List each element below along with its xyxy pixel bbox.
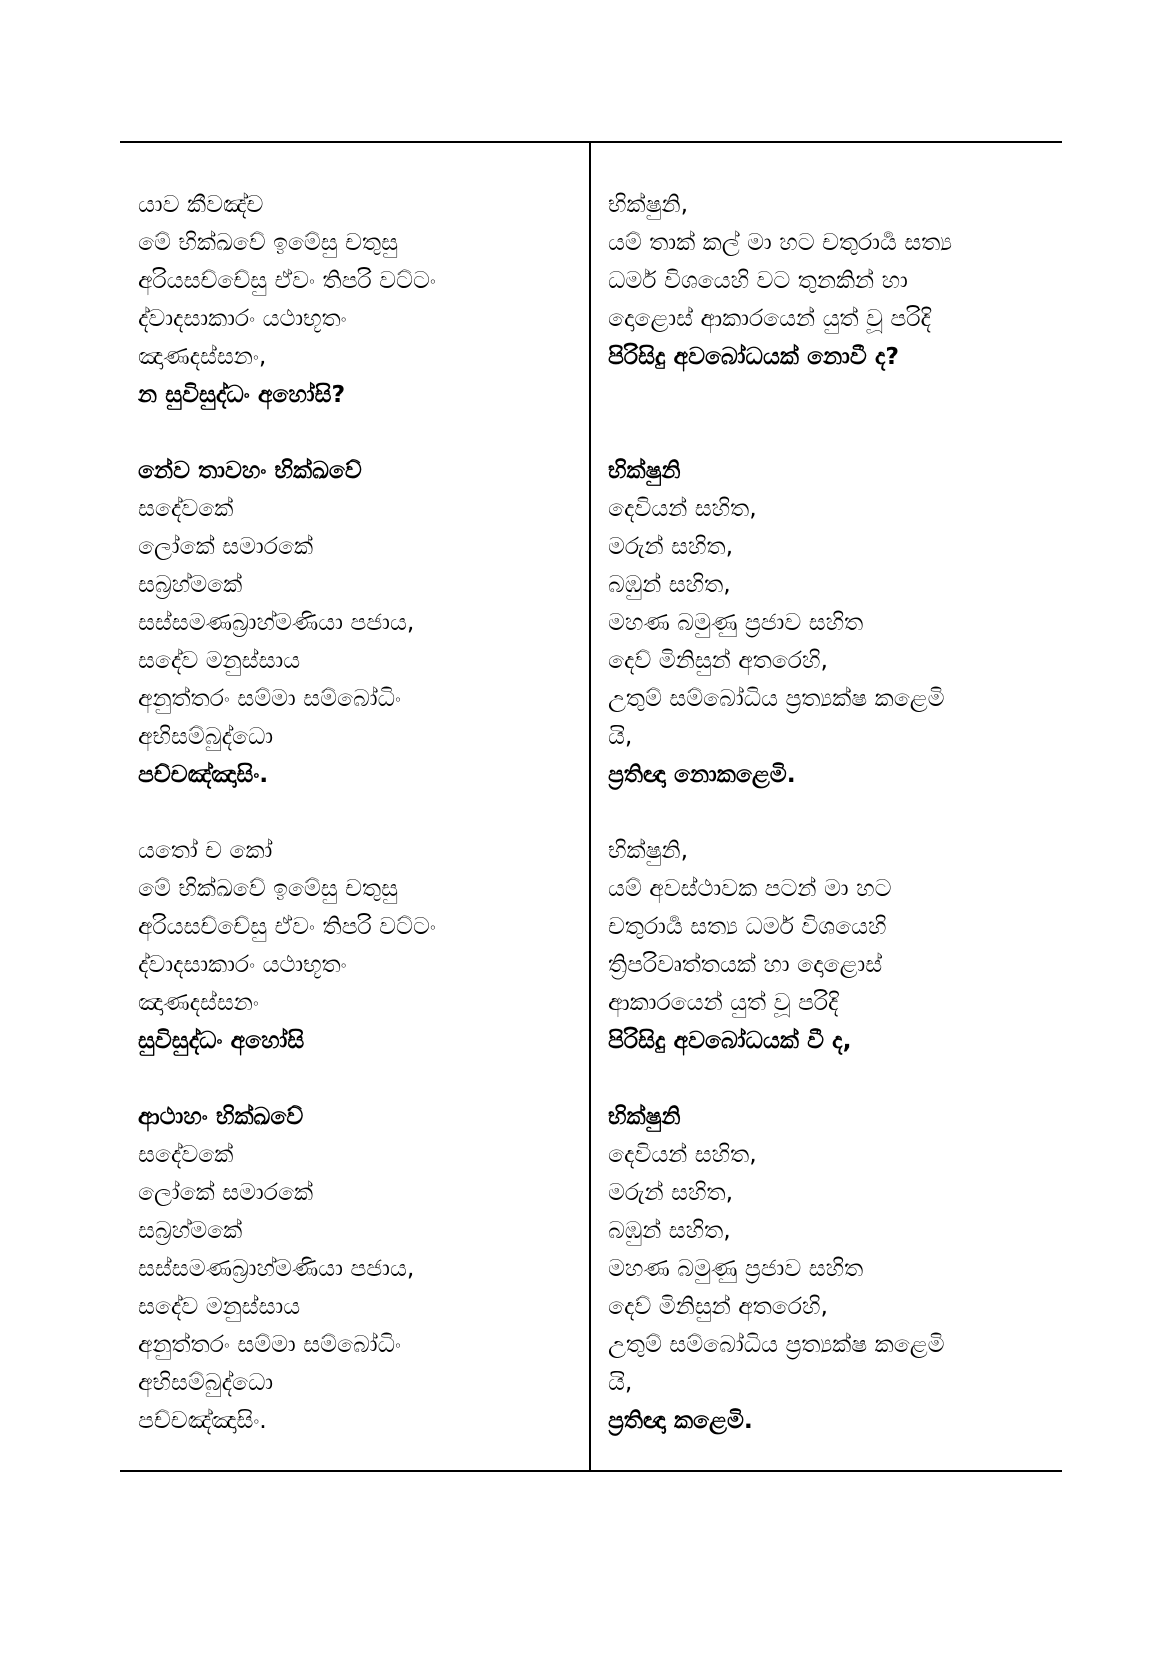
sinhala-verse-line: යි, xyxy=(608,1368,633,1396)
sinhala-stanza xyxy=(608,185,1053,413)
pali-verse-line: අනුත්තරං සම්මා සම්බෝධිං xyxy=(138,684,401,712)
sinhala-verse-line: බඹුන් සහිත, xyxy=(608,570,731,598)
sinhala-verse-line: දෙවියන් සහිත, xyxy=(608,1140,757,1168)
pali-verse-line: සස්සමණබ්‍රාහ්මණියා පජාය, xyxy=(138,608,415,636)
pali-verse-line: ලෝකේ සමාරකේ xyxy=(138,1178,314,1206)
sinhala-stanza xyxy=(608,1097,1053,1439)
parallel-text-table xyxy=(120,141,1062,1472)
pali-verse-line: අභිසම්බුද්ධො xyxy=(138,1368,274,1396)
pali-stanza xyxy=(138,451,578,793)
pali-verse-line: සස්සමණබ්‍රාහ්මණියා පජාය, xyxy=(138,1254,415,1282)
pali-verse-line: මේ භික්ඛවේ ඉමේසු චතුසු xyxy=(138,874,398,902)
pali-verse-line: ලෝකේ සමාරකේ xyxy=(138,532,314,560)
pali-verse-line: සදේවකේ xyxy=(138,494,234,522)
sinhala-verse-line: ආකාරයෙන් යුත් වූ පරිදි xyxy=(608,988,839,1016)
pali-verse-line: පච්චඤ්ඤාසිං. xyxy=(138,760,269,788)
sinhala-verse-line: යම් අවස්ථාවක පටන් මා හට xyxy=(608,874,892,902)
sinhala-verse-line: දොළොස් ආකාරයෙන් යුත් වූ පරිදි xyxy=(608,304,931,332)
sinhala-verse-line: උතුම් සම්බෝධිය ප්‍රත්‍යක්ෂ කළෙමි xyxy=(608,1330,945,1358)
sinhala-verse-line: බඹුන් සහිත, xyxy=(608,1216,731,1244)
sinhala-stanza xyxy=(608,831,1053,1059)
sinhala-verse-line: භික්ෂුනි xyxy=(608,1102,681,1130)
sinhala-verse-line: යි, xyxy=(608,722,633,750)
pali-stanza xyxy=(138,1097,578,1439)
sinhala-verse-line: ධර්ම විශයෙහි වට තුනකින් හා xyxy=(608,266,908,294)
sinhala-verse-line: මරුන් සහිත, xyxy=(608,1178,734,1206)
pali-verse-line: සදේව මනුස්සාය xyxy=(138,646,301,674)
pali-verse-line: ආථාහං භික්ඛවේ xyxy=(138,1102,304,1130)
sinhala-verse-line: මහණ බමුණු ප්‍රජාව සහිත xyxy=(608,1254,864,1282)
pali-verse-line: සුවිසුද්ධං අහෝසි xyxy=(138,1026,305,1054)
pali-verse-line: ඤාණදස්සනං, xyxy=(138,342,267,370)
pali-verse-line: අරියසච්චේසු ඒවං තිපරි වට්ටං xyxy=(138,266,436,294)
sinhala-verse-line: යම් තාක් කල් මා හට චතුරාර්‍ය සත්‍ය xyxy=(608,228,952,256)
pali-verse-line: ඤාණදස්සනං xyxy=(138,988,259,1016)
sinhala-translation-column xyxy=(608,185,1053,1470)
pali-verse-line: යතෝ ච කෝ xyxy=(138,836,273,864)
pali-verse-line: අරියසච්චේසු ඒවං තිපරි වට්ටං xyxy=(138,912,436,940)
sinhala-verse-line: ප්‍රතිඥා නොකළෙමි. xyxy=(608,760,796,788)
pali-verse-line: යාව කීවඤ්ච xyxy=(138,190,264,218)
pali-column xyxy=(138,185,578,1470)
pali-verse-line: මේ භික්ඛවේ ඉමේසු චතුසු xyxy=(138,228,398,256)
pali-verse-line: න සුවිසුද්ධං අහෝසි? xyxy=(138,380,346,408)
pali-stanza xyxy=(138,185,578,413)
pali-verse-line: අභිසම්බුද්ධො xyxy=(138,722,274,750)
sinhala-verse-line: භික්ෂුනි xyxy=(608,456,681,484)
pali-verse-line: ද්වාදසාකාරං යථාභූතං xyxy=(138,304,347,332)
sinhala-verse-line: පිරිසිදු අවබෝධයක් නොවී ද? xyxy=(608,342,900,370)
pali-verse-line: සබ්‍රහ්මකේ xyxy=(138,1216,243,1244)
pali-verse-line: නේව තාවහං භික්ඛවේ xyxy=(138,456,362,484)
sinhala-verse-line: භික්ෂුනි, xyxy=(608,190,689,218)
pali-verse-line: පච්චඤ්ඤාසිං. xyxy=(138,1406,267,1434)
pali-verse-line: සදේව මනුස්සාය xyxy=(138,1292,301,1320)
sinhala-verse-line: දෙව් මිනිසුන් අතරෙහි, xyxy=(608,646,828,674)
pali-stanza xyxy=(138,831,578,1059)
sinhala-verse-line: උතුම් සම්බෝධිය ප්‍රත්‍යක්ෂ කළෙමි xyxy=(608,684,945,712)
sinhala-verse-line xyxy=(608,375,1053,413)
column-divider xyxy=(589,143,591,1470)
sinhala-stanza xyxy=(608,451,1053,793)
sinhala-verse-line: චතුරාර්‍ය සත්‍ය ධර්ම විශයෙහි xyxy=(608,912,887,940)
pali-verse-line: සබ්‍රහ්මකේ xyxy=(138,570,243,598)
sinhala-verse-line: ප්‍රතිඥා කළෙමි. xyxy=(608,1406,753,1434)
sinhala-verse-line: දෙව් මිනිසුන් අතරෙහි, xyxy=(608,1292,828,1320)
pali-verse-line: ද්වාදසාකාරං යථාභූතං xyxy=(138,950,347,978)
pali-verse-line: අනුත්තරං සම්මා සම්බෝධිං xyxy=(138,1330,401,1358)
sinhala-verse-line: ත්‍රිපරිවෘත්තයක් හා දොළොස් xyxy=(608,950,883,978)
pali-verse-line: සදේවකේ xyxy=(138,1140,234,1168)
sinhala-verse-line: දෙවියන් සහිත, xyxy=(608,494,757,522)
sinhala-verse-line: මහණ බමුණු ප්‍රජාව සහිත xyxy=(608,608,864,636)
sinhala-verse-line: පිරිසිදු අවබෝධයක් වී ද, xyxy=(608,1026,852,1054)
sinhala-verse-line: මරුන් සහිත, xyxy=(608,532,734,560)
sinhala-verse-line: භික්ෂුනි, xyxy=(608,836,689,864)
